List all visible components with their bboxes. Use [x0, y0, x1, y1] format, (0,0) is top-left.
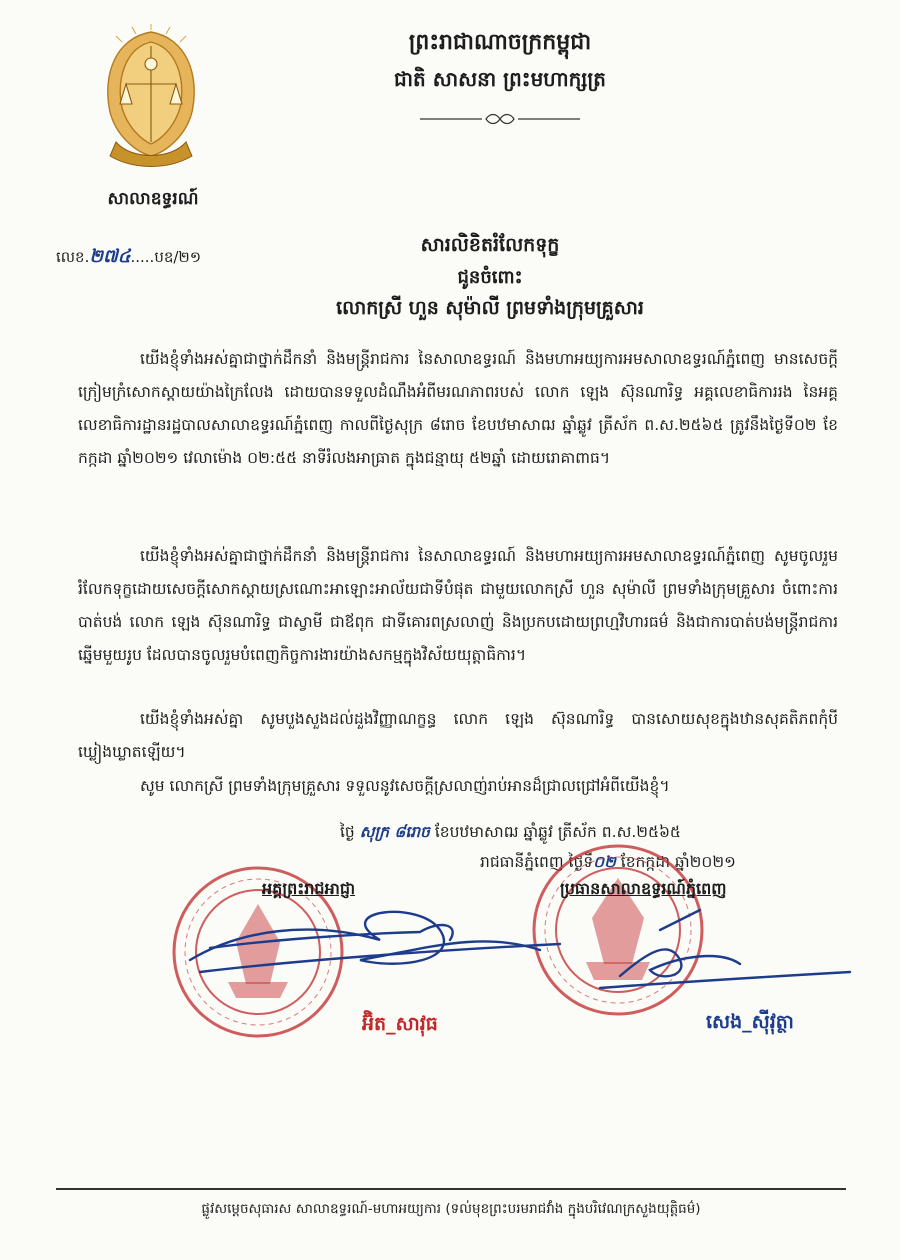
letter-to: ជូនចំពោះ — [457, 267, 523, 288]
solar-date: រាជធានីភ្នំពេញ ថ្ងៃទី០២ ខែកក្កដា ឆ្នាំ២០២១ — [480, 853, 736, 871]
signer-name-left: អ៊ិត_សាវុធ — [362, 1013, 438, 1035]
reference-prefix: លេខ. — [56, 248, 90, 266]
court-emblem-icon — [96, 24, 206, 174]
kingdom-title: ព្រះរាជាណាចក្រកម្ពុជា — [408, 29, 592, 55]
signer-name-right: សេង_ស៊ីវុត្ថា — [706, 1011, 794, 1033]
reference-number — [56, 244, 201, 271]
national-motto: ជាតិ សាសនា ព្រះមហាក្សត្រ — [394, 67, 606, 91]
lunar-date: ថ្ងៃ សុក្រ ៨រោច ខែបឋមាសាឍ ឆ្នាំឆ្លូវ ត្រីស័ក ព.ស.២៥៦៥ — [340, 823, 681, 841]
body-paragraph-2: យើងខ្ញុំទាំងអស់គ្នាជាថ្នាក់ដឹកនាំ និងមន្ត្រីរាជការ នៃសាលាឧទ្ធរណ៍ និងមហាអយ្យការអមសាលាឧទ្ធរណ៍ភ្នំពេញ សូមចូលរួមរំលែកទុក្ខដោយសេចក្តីសោកស្តាយស្រណោះអាឡោះអាល័យជាទីបំផុត ជាមួយលោកស្រី ហួន សុម៉ាលី ព្រមទាំងក្រុមគ្រួសារ ចំពោះការបាត់បង់ លោក ឡេង ស៊ុនណារិទ្ធ ជាស្វាមី ជាឪពុក ជាទីគោរពស្រលាញ់ និងប្រកបដោយព្រហ្មវិហារធម៌ និងជាការបាត់បង់មន្ត្រីរាជការឆ្នើមមួយរូប ដែលបានចូលរួមបំពេញកិច្ចការងារយ៉ាងសកម្មក្នុងវិស័យយុត្តាធិការ។ — [78, 547, 838, 664]
body-paragraph-1: យើងខ្ញុំទាំងអស់គ្នាជាថ្នាក់ដឹកនាំ និងមន្ត្រីរាជការ នៃសាលាឧទ្ធរណ៍ និងមហាអយ្យការអមសាលាឧទ្ធរណ៍ភ្នំពេញ មានសេចក្តីក្រៀមក្រំសោកស្តាយយ៉ាងក្រៃលែង ដោយបានទទួលដំណឹងអំពីមរណភាពរបស់ លោក ឡេង ស៊ុនណារិទ្ធ អគ្គលេខាធិការរង នៃអគ្គលេខាធិការដ្ឋានរដ្ឋបាលសាលាឧទ្ធរណ៍ភ្នំពេញ កាលពីថ្ងៃសុក្រ ៨រោច ខែបឋមាសាឍ ឆ្នាំឆ្លូវ ត្រីស័ក ព.ស.២៥៦៥ ត្រូវនឹងថ្ងៃទី០២ ខែកក្កដា ឆ្នាំ២០២១ វេលាម៉ោង ០២:៥៥ នាទីរំលងអាធ្រាត ក្នុងជន្មាយុ ៥២ឆ្នាំ ដោយរោគាពាធ។ — [78, 350, 838, 467]
lunar-date-handwritten: សុក្រ ៨រោច — [359, 823, 430, 841]
footer-divider — [56, 1188, 846, 1190]
institution-name: សាលាឧទ្ធរណ៍ — [107, 189, 199, 209]
signature-scribble-icon — [180, 890, 860, 1000]
letter-title: សារលិខិតរំលែកទុក្ខ — [420, 234, 560, 256]
reference-number-handwritten: ២៧៤ — [89, 246, 131, 267]
letter-recipient: លោកស្រី ហួន សុម៉ាលី ព្រមទាំងក្រុមគ្រួសារ — [336, 297, 644, 319]
reference-suffix: .....បឧ/២១ — [130, 248, 202, 266]
ornament-divider-icon — [420, 112, 580, 126]
signatory-title-left: អគ្គព្រះរាជអាជ្ញា — [262, 879, 356, 898]
body-paragraph-4: សូម លោកស្រី ព្រមទាំងក្រុមគ្រួសារ ទទួលនូវសេចក្តីស្រលាញ់រាប់អានដ៏ជ្រាលជ្រៅអំពីយើងខ្ញុំ។ — [140, 777, 670, 795]
signatory-title-right: ប្រធានសាលាឧទ្ធរណ៍ភ្នំពេញ — [560, 879, 727, 898]
solar-date-handwritten: ០២ — [593, 853, 616, 871]
footer-address: ផ្លូវសម្តេចសុធារស សាលាឧទ្ធរណ៍-មហាអយ្យការ (ទល់មុខព្រះបរមរាជវាំង ក្នុងបរិវេណក្រសួងយុត្តិធម៌) — [201, 1201, 701, 1217]
body-paragraph-3: យើងខ្ញុំទាំងអស់គ្នា សូមបួងសួងដល់ដួងវិញ្ញាណក្ខន្ធ លោក ឡេង ស៊ុនណារិទ្ធ បានសោយសុខក្នុងឋានសុគតិភពកុំបីឃ្លៀងឃ្លាតឡើយ។ — [78, 710, 838, 761]
